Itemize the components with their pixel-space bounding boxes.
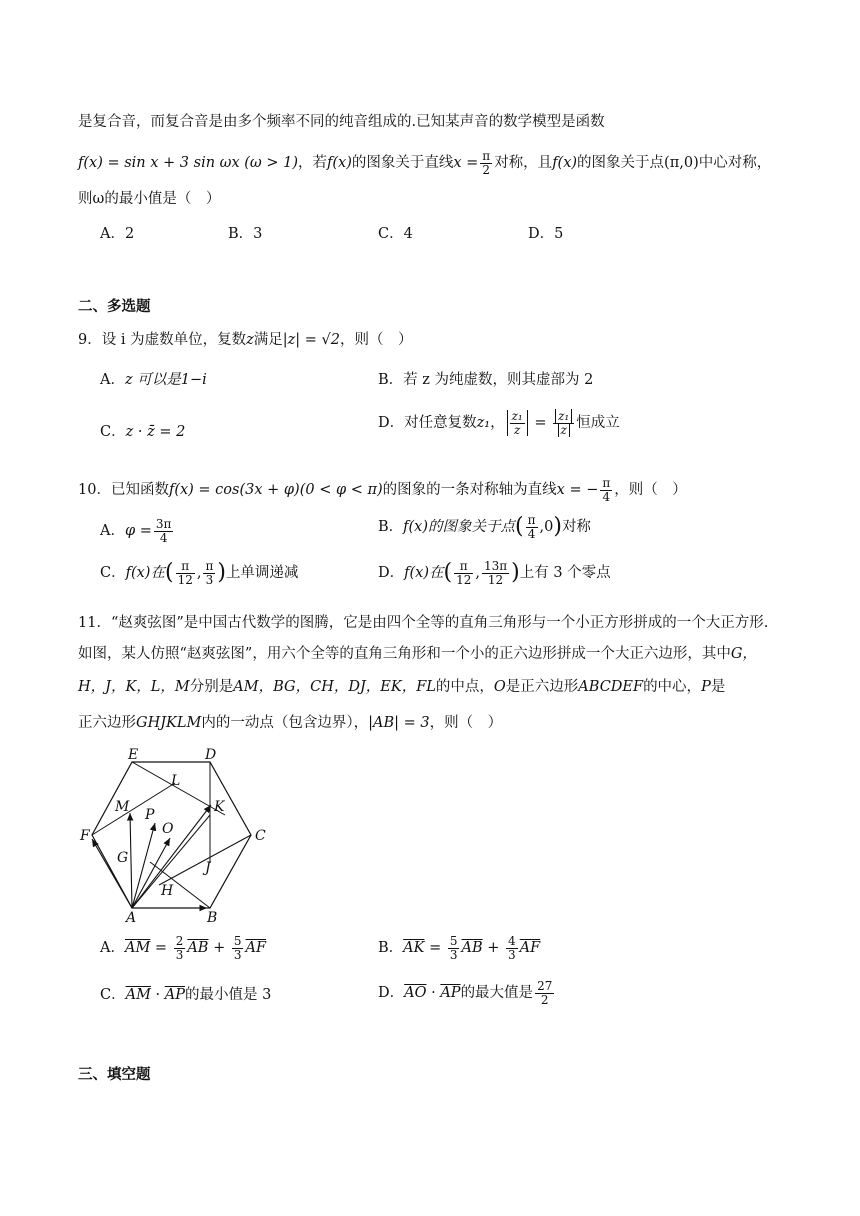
q8-option-b[interactable]: B．3 bbox=[228, 226, 263, 242]
label-j: J bbox=[205, 860, 211, 876]
label-b: B bbox=[207, 910, 218, 925]
q11-line1: 11．“赵爽弦图”是中国古代数学的图腾，它是由四个全等的直角三角形与一个小正方形拼成的一个大正方形. bbox=[78, 615, 769, 631]
label-g: G bbox=[117, 850, 129, 866]
q10-option-b[interactable]: B．f(x)的图象关于点( $\frac{\pi}{4}$ ,0)对称 bbox=[378, 513, 591, 541]
q10-option-d[interactable]: D．f(x)在( $\frac{\pi}{12}$ , $\frac{13\pi}{12}$ )上有 3 个零点 bbox=[378, 559, 611, 587]
q8-line2: f(x) = sin x + 3 sin ωx (ω > 1)，若f(x)的图象关于直线x = $\frac{\pi}{2}$ 对称，且f(x)的图象关于点(π,0)中心对称， bbox=[78, 149, 772, 177]
q8-line1: 是复合音，而复合音是由多个频率不同的纯音组成的.已知某声音的数学模型是函数 bbox=[78, 114, 605, 130]
q9-option-b[interactable]: B．若 z 为纯虚数，则其虚部为 2 bbox=[378, 372, 594, 388]
q9-d-lhs-fraction: $\frac{\text{z₁}}{z}$ bbox=[507, 410, 528, 436]
q8-option-d[interactable]: D．5 bbox=[528, 226, 564, 242]
label-p: P bbox=[145, 807, 155, 823]
q9-option-c[interactable]: C．z · z̄ = 2 bbox=[100, 424, 186, 440]
q8-option-c[interactable]: C．4 bbox=[378, 226, 413, 242]
label-a: A bbox=[126, 910, 137, 925]
label-e: E bbox=[128, 747, 139, 763]
q11-line4: 正六边形GHJKLM内的一动点（包含边界），|AB| = 3，则（ ） bbox=[78, 715, 503, 731]
q9-option-a[interactable]: A．z 可以是1−i bbox=[100, 372, 207, 388]
q11-line2: 如图，某人仿照“赵爽弦图”，用六个全等的直角三角形和一个小的正六边形拼成一个大正六边形，其中G， bbox=[78, 646, 757, 662]
q8-line3: 则ω的最小值是（ ） bbox=[78, 191, 221, 207]
q8-option-a[interactable]: A．2 bbox=[100, 226, 135, 242]
label-d: D bbox=[205, 747, 217, 763]
q8-function: f(x) = sin x + 3 sin ωx (ω > 1) bbox=[78, 155, 298, 172]
q11-option-b[interactable]: B．$\overline{AK}$ = $\frac{5}{3}$ $\overline{AB}$ + $\frac{4}{3}$ $\overline{AF}$ bbox=[378, 934, 541, 962]
label-k: K bbox=[214, 799, 225, 815]
q9-d-rhs-fraction: $\frac{\text{z₁}}{z}$ bbox=[553, 410, 574, 436]
q9-stem: 9．设 i 为虚数单位，复数z满足|z| = √2，则（ ） bbox=[78, 332, 413, 348]
q11-hexagon-figure bbox=[75, 745, 275, 925]
q10-option-c[interactable]: C．f(x)在( $\frac{\pi}{12}$ , $\frac{\pi}{3}$ )上单调递减 bbox=[100, 559, 299, 587]
q8-axis-fraction: $\frac{\pi}{2}$ bbox=[482, 149, 491, 177]
q11-option-a[interactable]: A．$\overline{AM}$ = $\frac{2}{3}$ $\overline{AB}$ + $\frac{5}{3}$ $\overline{AF}$ bbox=[100, 934, 267, 962]
label-m: M bbox=[115, 799, 130, 815]
q11-ab-length: |AB| = 3 bbox=[368, 715, 430, 731]
label-c: C bbox=[255, 828, 266, 844]
q11-option-c[interactable]: C．$\overline{AM} \cdot \overline{AP}$的最小值是 3 bbox=[100, 987, 272, 1003]
label-h: H bbox=[161, 883, 174, 899]
q11-option-d[interactable]: D．$\overline{AO} \cdot \overline{AP}$的最大值是 $\frac{27}{2}$ bbox=[378, 979, 553, 1007]
q10-axis-fraction: $\frac{\pi}{4}$ bbox=[602, 476, 611, 504]
q10-option-a[interactable]: A．φ = $\frac{3\pi}{4}$ bbox=[100, 517, 172, 545]
section-heading-multi-choice: 二、多选题 bbox=[78, 298, 151, 315]
q10-stem: 10．已知函数f(x) = cos(3x + φ)(0 < φ < π)的图象的一条对称轴为直线x = − $\frac{\pi}{4}$ ，则（ ） bbox=[78, 476, 687, 504]
label-o: O bbox=[162, 821, 174, 837]
q9-condition: |z| = √2 bbox=[282, 332, 340, 348]
label-l: L bbox=[171, 773, 181, 789]
section-heading-fill-blank: 三、填空题 bbox=[78, 1066, 151, 1083]
q9-option-d[interactable]: D．对任意复数z₁， $\frac{\text{z₁}}{z}$ = $\frac{\text{z₁}}{z}$ 恒成立 bbox=[378, 409, 620, 437]
label-f: F bbox=[80, 828, 90, 844]
q11-line3: H，J，K，L，M分别是AM，BG，CH，DJ，EK，FL的中点，O是正六边形ABCDEF的中心，P是 bbox=[78, 679, 726, 695]
